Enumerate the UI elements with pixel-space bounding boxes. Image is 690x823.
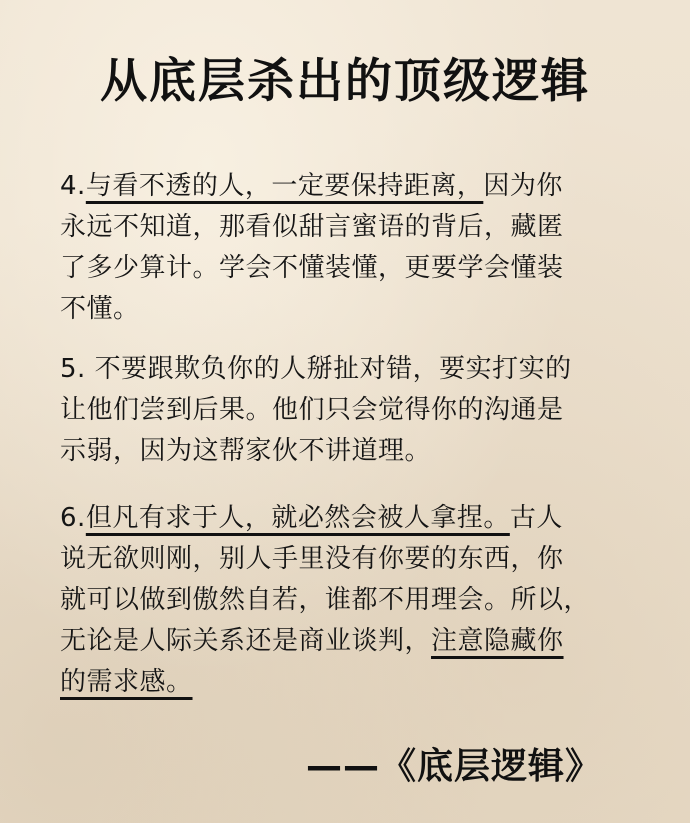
paragraph-line: 5. 不要跟欺负你的人掰扯对错，要实打实的 [60,354,572,384]
paragraph-line: 让他们尝到后果。他们只会觉得你的沟通是 [60,395,564,425]
underlined-text: 的需求感。 [60,667,193,697]
paragraph-line: 示弱，因为这帮家伙不讲道理。 [60,436,432,466]
paragraph-line: 说无欲则刚，别人手里没有你要的东西，你 [60,544,564,574]
line-text: 无论是人际关系还是商业谈判， [60,626,432,656]
paragraph-line: 了多少算计。学会不懂装懂，更要学会懂装 [60,253,564,283]
item-number: 6. [60,503,86,533]
paragraph-5 [60,349,640,472]
book-signature: ——《底层逻辑》 [305,746,602,787]
paragraph-line [60,498,640,539]
paragraph-line [60,166,640,207]
page-title: 从底层杀出的顶级逻辑 [100,54,590,109]
underlined-text: 但凡有求于人，就必然会被人拿捏。 [85,503,510,533]
paragraph-6 [60,498,640,703]
line-text: 因为你 [483,171,563,201]
paragraph-line: 就可以做到傲然自若，谁都不用理会。所以， [60,585,591,615]
paragraph-4 [60,166,640,330]
paragraph-line: 永远不知道，那看似甜言蜜语的背后，藏匿 [60,212,564,242]
line-text: 古人 [509,503,563,533]
paragraph-line [60,662,640,703]
paragraph-line [60,621,640,662]
underlined-text: 与看不透的人，一定要保持距离， [85,171,484,201]
paragraph-line: 不懂。 [60,294,140,324]
item-number: 4. [60,171,86,201]
underlined-text: 注意隐藏你 [431,626,564,656]
